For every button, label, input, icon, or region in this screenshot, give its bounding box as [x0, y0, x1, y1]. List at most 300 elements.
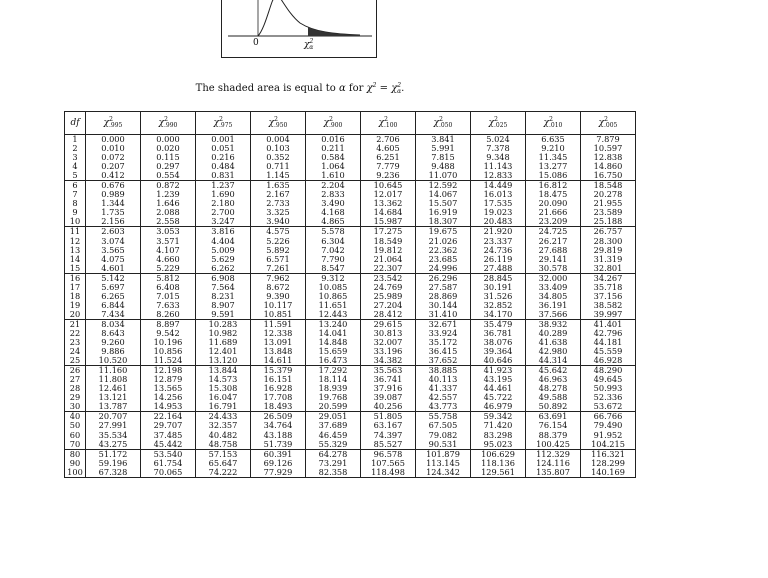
critical-value-cell: 7.378 [471, 144, 526, 153]
critical-value-cell: 13.565 [141, 384, 196, 393]
density-figure [221, 0, 377, 58]
critical-value-cell: 70.065 [141, 468, 196, 478]
critical-value-cell: 29.707 [141, 421, 196, 430]
critical-value-cell: 50.993 [581, 384, 636, 393]
critical-value-cell: 34.267 [581, 273, 636, 283]
critical-value-cell: 49.645 [581, 375, 636, 384]
critical-value-cell: 9.236 [361, 171, 416, 181]
critical-value-cell: 4.168 [306, 208, 361, 217]
critical-value-cell: 8.672 [251, 283, 306, 292]
critical-value-cell: 0.216 [196, 153, 251, 162]
critical-value-cell: 24.433 [196, 412, 251, 422]
critical-value-cell: 106.629 [471, 449, 526, 459]
critical-value-cell: 0.711 [251, 162, 306, 171]
critical-value-cell: 64.278 [306, 449, 361, 459]
critical-value-cell: 41.337 [416, 384, 471, 393]
critical-value-cell: 13.848 [251, 347, 306, 356]
critical-value-cell: 100.425 [526, 440, 581, 450]
df-cell: 100 [65, 468, 86, 478]
critical-value-cell: 0.000 [141, 135, 196, 145]
critical-value-cell: 43.195 [471, 375, 526, 384]
critical-value-cell: 82.358 [306, 468, 361, 478]
critical-value-cell: 0.072 [86, 153, 141, 162]
critical-value-cell: 18.307 [416, 217, 471, 227]
critical-value-cell: 23.685 [416, 255, 471, 264]
critical-value-cell: 5.812 [141, 273, 196, 283]
critical-value-cell: 34.170 [471, 310, 526, 320]
critical-value-cell: 46.928 [581, 356, 636, 366]
critical-value-cell: 8.231 [196, 292, 251, 301]
critical-value-cell: 107.565 [361, 459, 416, 468]
critical-value-cell: 0.412 [86, 171, 141, 181]
critical-value-cell: 4.107 [141, 246, 196, 255]
df-cell: 13 [65, 246, 86, 255]
critical-value-cell: 95.023 [471, 440, 526, 450]
critical-value-cell: 44.181 [581, 338, 636, 347]
critical-value-cell: 19.812 [361, 246, 416, 255]
critical-value-cell: 44.314 [526, 356, 581, 366]
critical-value-cell: 37.156 [581, 292, 636, 301]
critical-value-cell: 13.787 [86, 402, 141, 412]
critical-value-cell: 69.126 [251, 459, 306, 468]
df-cell: 22 [65, 329, 86, 338]
critical-value-cell: 8.547 [306, 264, 361, 274]
critical-value-cell: 18.493 [251, 402, 306, 412]
critical-value-cell: 24.736 [471, 246, 526, 255]
critical-value-cell: 14.041 [306, 329, 361, 338]
critical-value-cell: 0.016 [306, 135, 361, 145]
critical-value-cell: 18.114 [306, 375, 361, 384]
critical-value-cell: 53.672 [581, 402, 636, 412]
critical-value-cell: 3.074 [86, 237, 141, 246]
critical-value-cell: 12.838 [581, 153, 636, 162]
critical-value-cell: 12.592 [416, 181, 471, 191]
critical-value-cell: 53.540 [141, 449, 196, 459]
critical-value-cell: 7.633 [141, 301, 196, 310]
critical-value-cell: 49.588 [526, 393, 581, 402]
critical-value-cell: 0.484 [196, 162, 251, 171]
critical-value-cell: 43.188 [251, 431, 306, 440]
critical-value-cell: 4.075 [86, 255, 141, 264]
critical-value-cell: 5.697 [86, 283, 141, 292]
critical-value-cell: 44.461 [471, 384, 526, 393]
critical-value-cell: 28.300 [581, 237, 636, 246]
critical-value-cell: 0.001 [196, 135, 251, 145]
critical-value-cell: 10.865 [306, 292, 361, 301]
critical-value-cell: 26.296 [416, 273, 471, 283]
critical-value-cell: 59.342 [471, 412, 526, 422]
critical-value-cell: 18.475 [526, 190, 581, 199]
critical-value-cell: 34.805 [526, 292, 581, 301]
critical-value-cell: 48.290 [581, 366, 636, 376]
critical-value-cell: 7.815 [416, 153, 471, 162]
caption-alpha: α [338, 83, 346, 94]
critical-value-cell: 23.209 [526, 217, 581, 227]
df-cell: 4 [65, 162, 86, 171]
df-cell: 23 [65, 338, 86, 347]
table-header-row [65, 112, 636, 135]
critical-value-cell: 6.304 [306, 237, 361, 246]
critical-value-cell: 14.449 [471, 181, 526, 191]
critical-value-cell: 33.924 [416, 329, 471, 338]
df-cell: 16 [65, 273, 86, 283]
critical-value-cell: 11.524 [141, 356, 196, 366]
critical-value-cell: 36.191 [526, 301, 581, 310]
critical-value-cell: 101.879 [416, 449, 471, 459]
df-cell: 2 [65, 144, 86, 153]
critical-value-cell: 8.897 [141, 319, 196, 329]
critical-value-cell: 38.582 [581, 301, 636, 310]
critical-value-cell: 52.336 [581, 393, 636, 402]
critical-value-cell: 21.064 [361, 255, 416, 264]
df-cell: 90 [65, 459, 86, 468]
critical-value-cell: 18.548 [581, 181, 636, 191]
critical-value-cell: 8.907 [196, 301, 251, 310]
critical-value-cell: 17.292 [306, 366, 361, 376]
critical-value-cell: 10.283 [196, 319, 251, 329]
critical-value-cell: 37.916 [361, 384, 416, 393]
df-cell: 19 [65, 301, 86, 310]
critical-value-cell: 17.535 [471, 199, 526, 208]
critical-value-cell: 5.226 [251, 237, 306, 246]
critical-value-cell: 10.982 [196, 329, 251, 338]
critical-value-cell: 17.275 [361, 227, 416, 237]
critical-value-cell: 14.953 [141, 402, 196, 412]
chi-square-density-plot [222, 0, 378, 59]
df-cell: 29 [65, 393, 86, 402]
critical-value-cell: 38.885 [416, 366, 471, 376]
critical-value-cell: 7.790 [306, 255, 361, 264]
df-cell: 9 [65, 208, 86, 217]
critical-value-cell: 16.750 [581, 171, 636, 181]
critical-value-cell: 6.635 [526, 135, 581, 145]
critical-value-cell: 9.542 [141, 329, 196, 338]
critical-value-cell: 8.034 [86, 319, 141, 329]
table-caption [0, 82, 600, 95]
critical-value-cell: 2.204 [306, 181, 361, 191]
critical-value-cell: 29.819 [581, 246, 636, 255]
critical-value-cell: 9.260 [86, 338, 141, 347]
critical-value-cell: 42.557 [416, 393, 471, 402]
critical-value-cell: 13.121 [86, 393, 141, 402]
critical-value-cell: 91.952 [581, 431, 636, 440]
critical-value-cell: 15.987 [361, 217, 416, 227]
critical-value-cell: 24.996 [416, 264, 471, 274]
critical-value-cell: 6.262 [196, 264, 251, 274]
critical-value-cell: 66.766 [581, 412, 636, 422]
critical-value-cell: 1.610 [306, 171, 361, 181]
critical-value-cell: 14.684 [361, 208, 416, 217]
critical-value-cell: 0.872 [141, 181, 196, 191]
df-cell: 6 [65, 181, 86, 191]
critical-value-cell: 22.362 [416, 246, 471, 255]
critical-value-cell: 0.989 [86, 190, 141, 199]
critical-value-cell: 118.498 [361, 468, 416, 478]
critical-value-cell: 42.980 [526, 347, 581, 356]
critical-value-cell: 27.991 [86, 421, 141, 430]
critical-value-cell: 6.251 [361, 153, 416, 162]
critical-value-cell: 21.920 [471, 227, 526, 237]
critical-value-cell: 12.833 [471, 171, 526, 181]
critical-value-cell: 21.666 [526, 208, 581, 217]
critical-value-cell: 23.542 [361, 273, 416, 283]
critical-value-cell: 0.584 [306, 153, 361, 162]
critical-value-cell: 45.642 [526, 366, 581, 376]
critical-value-cell: 11.160 [86, 366, 141, 376]
df-cell: 60 [65, 431, 86, 440]
df-cell: 70 [65, 440, 86, 450]
critical-value-cell: 13.240 [306, 319, 361, 329]
critical-value-cell: 90.531 [416, 440, 471, 450]
critical-value-cell: 7.962 [251, 273, 306, 283]
column-header-2: $\chi^2_{.990}$ [141, 112, 196, 135]
critical-value-cell: 37.566 [526, 310, 581, 320]
critical-value-cell: 0.297 [141, 162, 196, 171]
critical-value-cell: 11.070 [416, 171, 471, 181]
df-cell: 12 [65, 237, 86, 246]
column-header-8: $\chi^2_{.025}$ [471, 112, 526, 135]
critical-value-cell: 16.151 [251, 375, 306, 384]
critical-value-cell: 41.401 [581, 319, 636, 329]
critical-value-cell: 13.120 [196, 356, 251, 366]
critical-value-cell: 79.490 [581, 421, 636, 430]
critical-value-cell: 3.841 [416, 135, 471, 145]
critical-value-cell: 39.997 [581, 310, 636, 320]
critical-value-cell: 61.754 [141, 459, 196, 468]
critical-value-cell: 6.844 [86, 301, 141, 310]
chi-square-critical-values-table [64, 111, 636, 478]
critical-value-cell: 16.047 [196, 393, 251, 402]
critical-value-cell: 12.198 [141, 366, 196, 376]
critical-value-cell: 35.534 [86, 431, 141, 440]
critical-value-cell: 2.156 [86, 217, 141, 227]
critical-value-cell: 55.758 [416, 412, 471, 422]
critical-value-cell: 40.113 [416, 375, 471, 384]
critical-value-cell: 30.144 [416, 301, 471, 310]
critical-value-cell: 13.844 [196, 366, 251, 376]
critical-value-cell: 77.929 [251, 468, 306, 478]
critical-value-label: $\chi^2_\alpha$ [304, 38, 314, 51]
critical-value-cell: 2.167 [251, 190, 306, 199]
critical-value-cell: 13.362 [361, 199, 416, 208]
df-cell: 3 [65, 153, 86, 162]
critical-value-cell: 7.434 [86, 310, 141, 320]
critical-value-cell: 76.154 [526, 421, 581, 430]
critical-value-cell: 26.757 [581, 227, 636, 237]
critical-value-cell: 0.115 [141, 153, 196, 162]
critical-value-cell: 15.507 [416, 199, 471, 208]
critical-value-cell: 113.145 [416, 459, 471, 468]
critical-value-cell: 27.587 [416, 283, 471, 292]
critical-value-cell: 14.611 [251, 356, 306, 366]
column-header-3: $\chi^2_{.975}$ [196, 112, 251, 135]
df-cell: 14 [65, 255, 86, 264]
critical-value-cell: 24.769 [361, 283, 416, 292]
table-row [65, 468, 636, 478]
table-row [65, 264, 636, 274]
critical-value-cell: 1.646 [141, 199, 196, 208]
critical-value-cell: 26.509 [251, 412, 306, 422]
column-header-9: $\chi^2_{.010}$ [526, 112, 581, 135]
critical-value-cell: 2.833 [306, 190, 361, 199]
critical-value-cell: 71.420 [471, 421, 526, 430]
critical-value-cell: 1.690 [196, 190, 251, 199]
critical-value-cell: 0.000 [86, 135, 141, 145]
critical-value-cell: 17.708 [251, 393, 306, 402]
critical-value-cell: 118.136 [471, 459, 526, 468]
critical-value-cell: 11.651 [306, 301, 361, 310]
critical-value-cell: 30.578 [526, 264, 581, 274]
critical-value-cell: 12.338 [251, 329, 306, 338]
density-curve-right [278, 0, 360, 35]
critical-value-cell: 6.571 [251, 255, 306, 264]
critical-value-cell: 57.153 [196, 449, 251, 459]
critical-value-cell: 10.645 [361, 181, 416, 191]
critical-value-cell: 4.660 [141, 255, 196, 264]
critical-value-cell: 27.688 [526, 246, 581, 255]
critical-value-cell: 11.689 [196, 338, 251, 347]
critical-value-cell: 28.869 [416, 292, 471, 301]
critical-value-cell: 96.578 [361, 449, 416, 459]
critical-value-cell: 12.443 [306, 310, 361, 320]
table-row [65, 310, 636, 320]
critical-value-cell: 26.217 [526, 237, 581, 246]
critical-value-cell: 42.796 [581, 329, 636, 338]
critical-value-cell: 30.813 [361, 329, 416, 338]
critical-value-cell: 3.571 [141, 237, 196, 246]
critical-value-cell: 21.026 [416, 237, 471, 246]
critical-value-cell: 33.409 [526, 283, 581, 292]
column-header-5: $\chi^2_{.900}$ [306, 112, 361, 135]
column-header-1: $\chi^2_{.995}$ [86, 112, 141, 135]
critical-value-cell: 45.722 [471, 393, 526, 402]
critical-value-cell: 37.485 [141, 431, 196, 440]
critical-value-cell: 21.955 [581, 199, 636, 208]
critical-value-cell: 31.410 [416, 310, 471, 320]
critical-value-cell: 14.067 [416, 190, 471, 199]
critical-value-cell: 9.348 [471, 153, 526, 162]
critical-value-cell: 46.459 [306, 431, 361, 440]
critical-value-cell: 3.565 [86, 246, 141, 255]
critical-value-cell: 140.169 [581, 468, 636, 478]
critical-value-cell: 20.599 [306, 402, 361, 412]
critical-value-cell: 5.024 [471, 135, 526, 145]
column-header-7: $\chi^2_{.050}$ [416, 112, 471, 135]
critical-value-cell: 0.010 [86, 144, 141, 153]
critical-value-cell: 10.520 [86, 356, 141, 366]
critical-value-cell: 3.247 [196, 217, 251, 227]
critical-value-cell: 27.488 [471, 264, 526, 274]
column-header-6: $\chi^2_{.100}$ [361, 112, 416, 135]
critical-value-cell: 1.064 [306, 162, 361, 171]
critical-value-cell: 14.256 [141, 393, 196, 402]
critical-value-cell: 7.042 [306, 246, 361, 255]
critical-value-cell: 37.652 [416, 356, 471, 366]
critical-value-cell: 9.488 [416, 162, 471, 171]
critical-value-cell: 40.256 [361, 402, 416, 412]
critical-value-cell: 9.390 [251, 292, 306, 301]
critical-value-cell: 48.758 [196, 440, 251, 450]
df-cell: 5 [65, 171, 86, 181]
critical-value-cell: 5.009 [196, 246, 251, 255]
critical-value-cell: 19.023 [471, 208, 526, 217]
critical-value-cell: 1.237 [196, 181, 251, 191]
critical-value-cell: 14.860 [581, 162, 636, 171]
critical-value-cell: 124.116 [526, 459, 581, 468]
critical-value-cell: 32.007 [361, 338, 416, 347]
critical-value-cell: 35.172 [416, 338, 471, 347]
critical-value-cell: 73.291 [306, 459, 361, 468]
critical-value-cell: 43.773 [416, 402, 471, 412]
df-cell: 17 [65, 283, 86, 292]
critical-value-cell: 59.196 [86, 459, 141, 468]
critical-value-cell: 0.207 [86, 162, 141, 171]
critical-value-cell: 0.020 [141, 144, 196, 153]
critical-value-cell: 1.344 [86, 199, 141, 208]
critical-value-cell: 32.671 [416, 319, 471, 329]
critical-value-cell: 16.791 [196, 402, 251, 412]
critical-value-cell: 30.191 [471, 283, 526, 292]
critical-value-cell: 3.053 [141, 227, 196, 237]
critical-value-cell: 32.000 [526, 273, 581, 283]
critical-value-cell: 2.706 [361, 135, 416, 145]
critical-value-cell: 12.401 [196, 347, 251, 356]
critical-value-cell: 48.278 [526, 384, 581, 393]
critical-value-cell: 26.119 [471, 255, 526, 264]
critical-value-cell: 16.919 [416, 208, 471, 217]
critical-value-cell: 29.141 [526, 255, 581, 264]
critical-value-cell: 5.892 [251, 246, 306, 255]
critical-value-cell: 8.643 [86, 329, 141, 338]
critical-value-cell: 2.700 [196, 208, 251, 217]
critical-value-cell: 15.659 [306, 347, 361, 356]
critical-value-cell: 7.261 [251, 264, 306, 274]
critical-value-cell: 19.675 [416, 227, 471, 237]
critical-value-cell: 5.991 [416, 144, 471, 153]
critical-value-cell: 51.172 [86, 449, 141, 459]
critical-value-cell: 124.342 [416, 468, 471, 478]
critical-value-cell: 7.779 [361, 162, 416, 171]
df-cell: 27 [65, 375, 86, 384]
critical-value-cell: 16.812 [526, 181, 581, 191]
critical-value-cell: 3.325 [251, 208, 306, 217]
critical-value-cell: 10.851 [251, 310, 306, 320]
critical-value-cell: 19.768 [306, 393, 361, 402]
critical-value-cell: 23.589 [581, 208, 636, 217]
critical-value-cell: 45.559 [581, 347, 636, 356]
caption-middle: for [345, 83, 367, 94]
critical-value-cell: 67.505 [416, 421, 471, 430]
df-cell: 30 [65, 402, 86, 412]
table-row [65, 440, 636, 450]
critical-value-cell: 36.781 [471, 329, 526, 338]
critical-value-cell: 16.928 [251, 384, 306, 393]
critical-value-cell: 128.299 [581, 459, 636, 468]
caption-expression: $\chi^2 = \chi^2_\alpha$. [366, 82, 405, 95]
critical-value-cell: 50.892 [526, 402, 581, 412]
critical-value-cell: 11.808 [86, 375, 141, 384]
critical-value-cell: 10.117 [251, 301, 306, 310]
critical-value-cell: 10.085 [306, 283, 361, 292]
critical-value-cell: 85.527 [361, 440, 416, 450]
df-cell: 25 [65, 356, 86, 366]
critical-value-cell: 46.963 [526, 375, 581, 384]
critical-value-cell: 74.222 [196, 468, 251, 478]
critical-value-cell: 15.379 [251, 366, 306, 376]
critical-value-cell: 11.143 [471, 162, 526, 171]
critical-value-cell: 46.979 [471, 402, 526, 412]
critical-value-cell: 2.088 [141, 208, 196, 217]
